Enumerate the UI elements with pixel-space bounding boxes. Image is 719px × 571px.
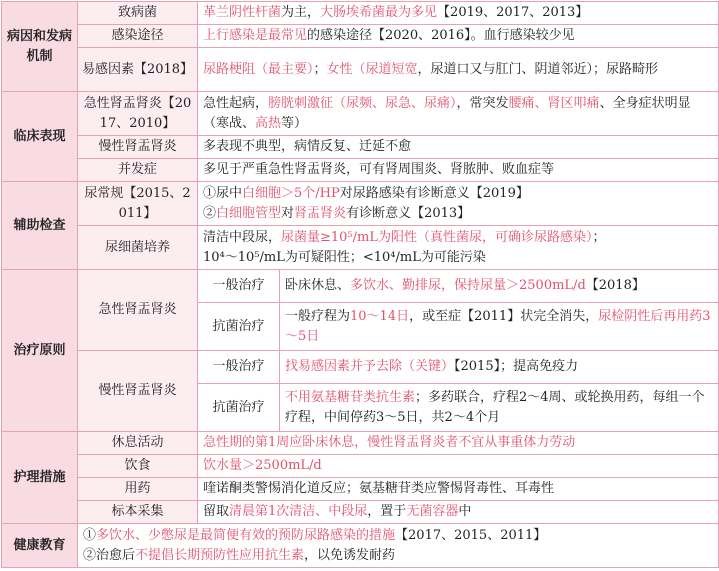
treat-label-chronic: 慢性肾盂肾炎 — [78, 351, 198, 432]
treat-acute-general-label: 一般治疗 — [198, 270, 280, 303]
row-content-route: 上行感染是最常见的感染途径【2020、2016】。血行感染较少见 — [198, 25, 719, 48]
section-nursing: 护理措施 — [2, 432, 78, 524]
section-treatment: 治疗原则 — [2, 270, 78, 432]
treat-chronic-general-label: 一般治疗 — [198, 351, 280, 384]
row-content-risk: 尿路梗阻（最主要）；女性（尿道短宽，尿道口又与肛门、阴道邻近）；尿路畸形 — [198, 48, 719, 92]
treat-chronic-general-content: 找易感因素并予去除（关键）【2015】；提高免疫力 — [280, 351, 719, 384]
row-label-acute: 急性肾盂肾炎【2017、2010】 — [78, 92, 198, 136]
section-education: 健康教育 — [2, 524, 78, 568]
row-label-chronic: 慢性肾盂肾炎 — [78, 136, 198, 159]
treat-acute-antibiotic-label: 抗菌治疗 — [198, 303, 280, 351]
row-label-complication: 并发症 — [78, 159, 198, 182]
row-content-rest: 急性期的第1周应卧床休息，慢性肾盂肾炎者不宜从事重体力劳动 — [198, 432, 719, 455]
row-content-urine: ①尿中白细胞＞5个/HP对尿路感染有诊断意义【2019】 ②白细胞管型对肾盂肾炎有诊断意义【2013】 — [198, 182, 719, 226]
treat-chronic-antibiotic-label: 抗菌治疗 — [198, 384, 280, 432]
knowledge-table — [1, 1, 719, 568]
row-content-complication: 多见于严重急性肾盂肾炎，可有肾周围炎、肾脓肿、败血症等 — [198, 159, 719, 182]
row-label-risk: 易感因素【2018】 — [78, 48, 198, 92]
row-content-acute: 急性起病，膀胱刺激征（尿频、尿急、尿痛），常突发腰痛、肾区叩痛、全身症状明显（寒战、高热等） — [198, 92, 719, 136]
row-label-pathogen: 致病菌 — [78, 2, 198, 25]
section-clinical: 临床表现 — [2, 92, 78, 182]
row-content-education: ①多饮水、少憋尿是最简便有效的预防尿路感染的措施【2017、2015、2011】 ②治愈后不提倡长期预防性应用抗生素，以免诱发耐药 — [78, 524, 719, 568]
row-label-sample: 标本采集 — [78, 501, 198, 524]
row-label-drug: 用药 — [78, 478, 198, 501]
row-label-route: 感染途径 — [78, 25, 198, 48]
treat-chronic-antibiotic-content: 不用氨基糖苷类抗生素；多药联合，疗程2～4周、或轮换用药，每组一个疗程，中间停药3～5日，共2～4个月 — [280, 384, 719, 432]
treat-label-acute: 急性肾盂肾炎 — [78, 270, 198, 351]
row-label-diet: 饮食 — [78, 455, 198, 478]
row-label-urine: 尿常规【2015、2011】 — [78, 182, 198, 226]
row-content-pathogen: 革兰阴性杆菌为主，大肠埃希菌最为多见【2019、2017、2013】 — [198, 2, 719, 25]
row-label-culture: 尿细菌培养 — [78, 226, 198, 270]
section-exam: 辅助检查 — [2, 182, 78, 270]
row-content-chronic: 多表现不典型，病情反复、迁延不愈 — [198, 136, 719, 159]
row-label-rest: 休息活动 — [78, 432, 198, 455]
section-etiology: 病因和发病机制 — [2, 2, 78, 92]
row-content-drug: 喹诺酮类警惕消化道反应；氨基糖苷类应警惕肾毒性、耳毒性 — [198, 478, 719, 501]
row-content-culture: 清洁中段尿，尿菌量≥10⁵/mL为阳性（真性菌尿，可确诊尿路感染）； 10⁴～10⁵/mL为可疑阳性；<10⁴/mL为可能污染 — [198, 226, 719, 270]
treat-acute-antibiotic-content: 一般疗程为10～14日，或至症【2011】状完全消失，尿检阴性后再用药3～5日 — [280, 303, 719, 351]
row-content-diet: 饮水量＞2500mL/d — [198, 455, 719, 478]
row-content-sample: 留取清晨第1次清洁、中段尿，置于无菌容器中 — [198, 501, 719, 524]
treat-acute-general-content: 卧床休息、多饮水、勤排尿，保持尿量＞2500mL/d【2018】 — [280, 270, 719, 303]
